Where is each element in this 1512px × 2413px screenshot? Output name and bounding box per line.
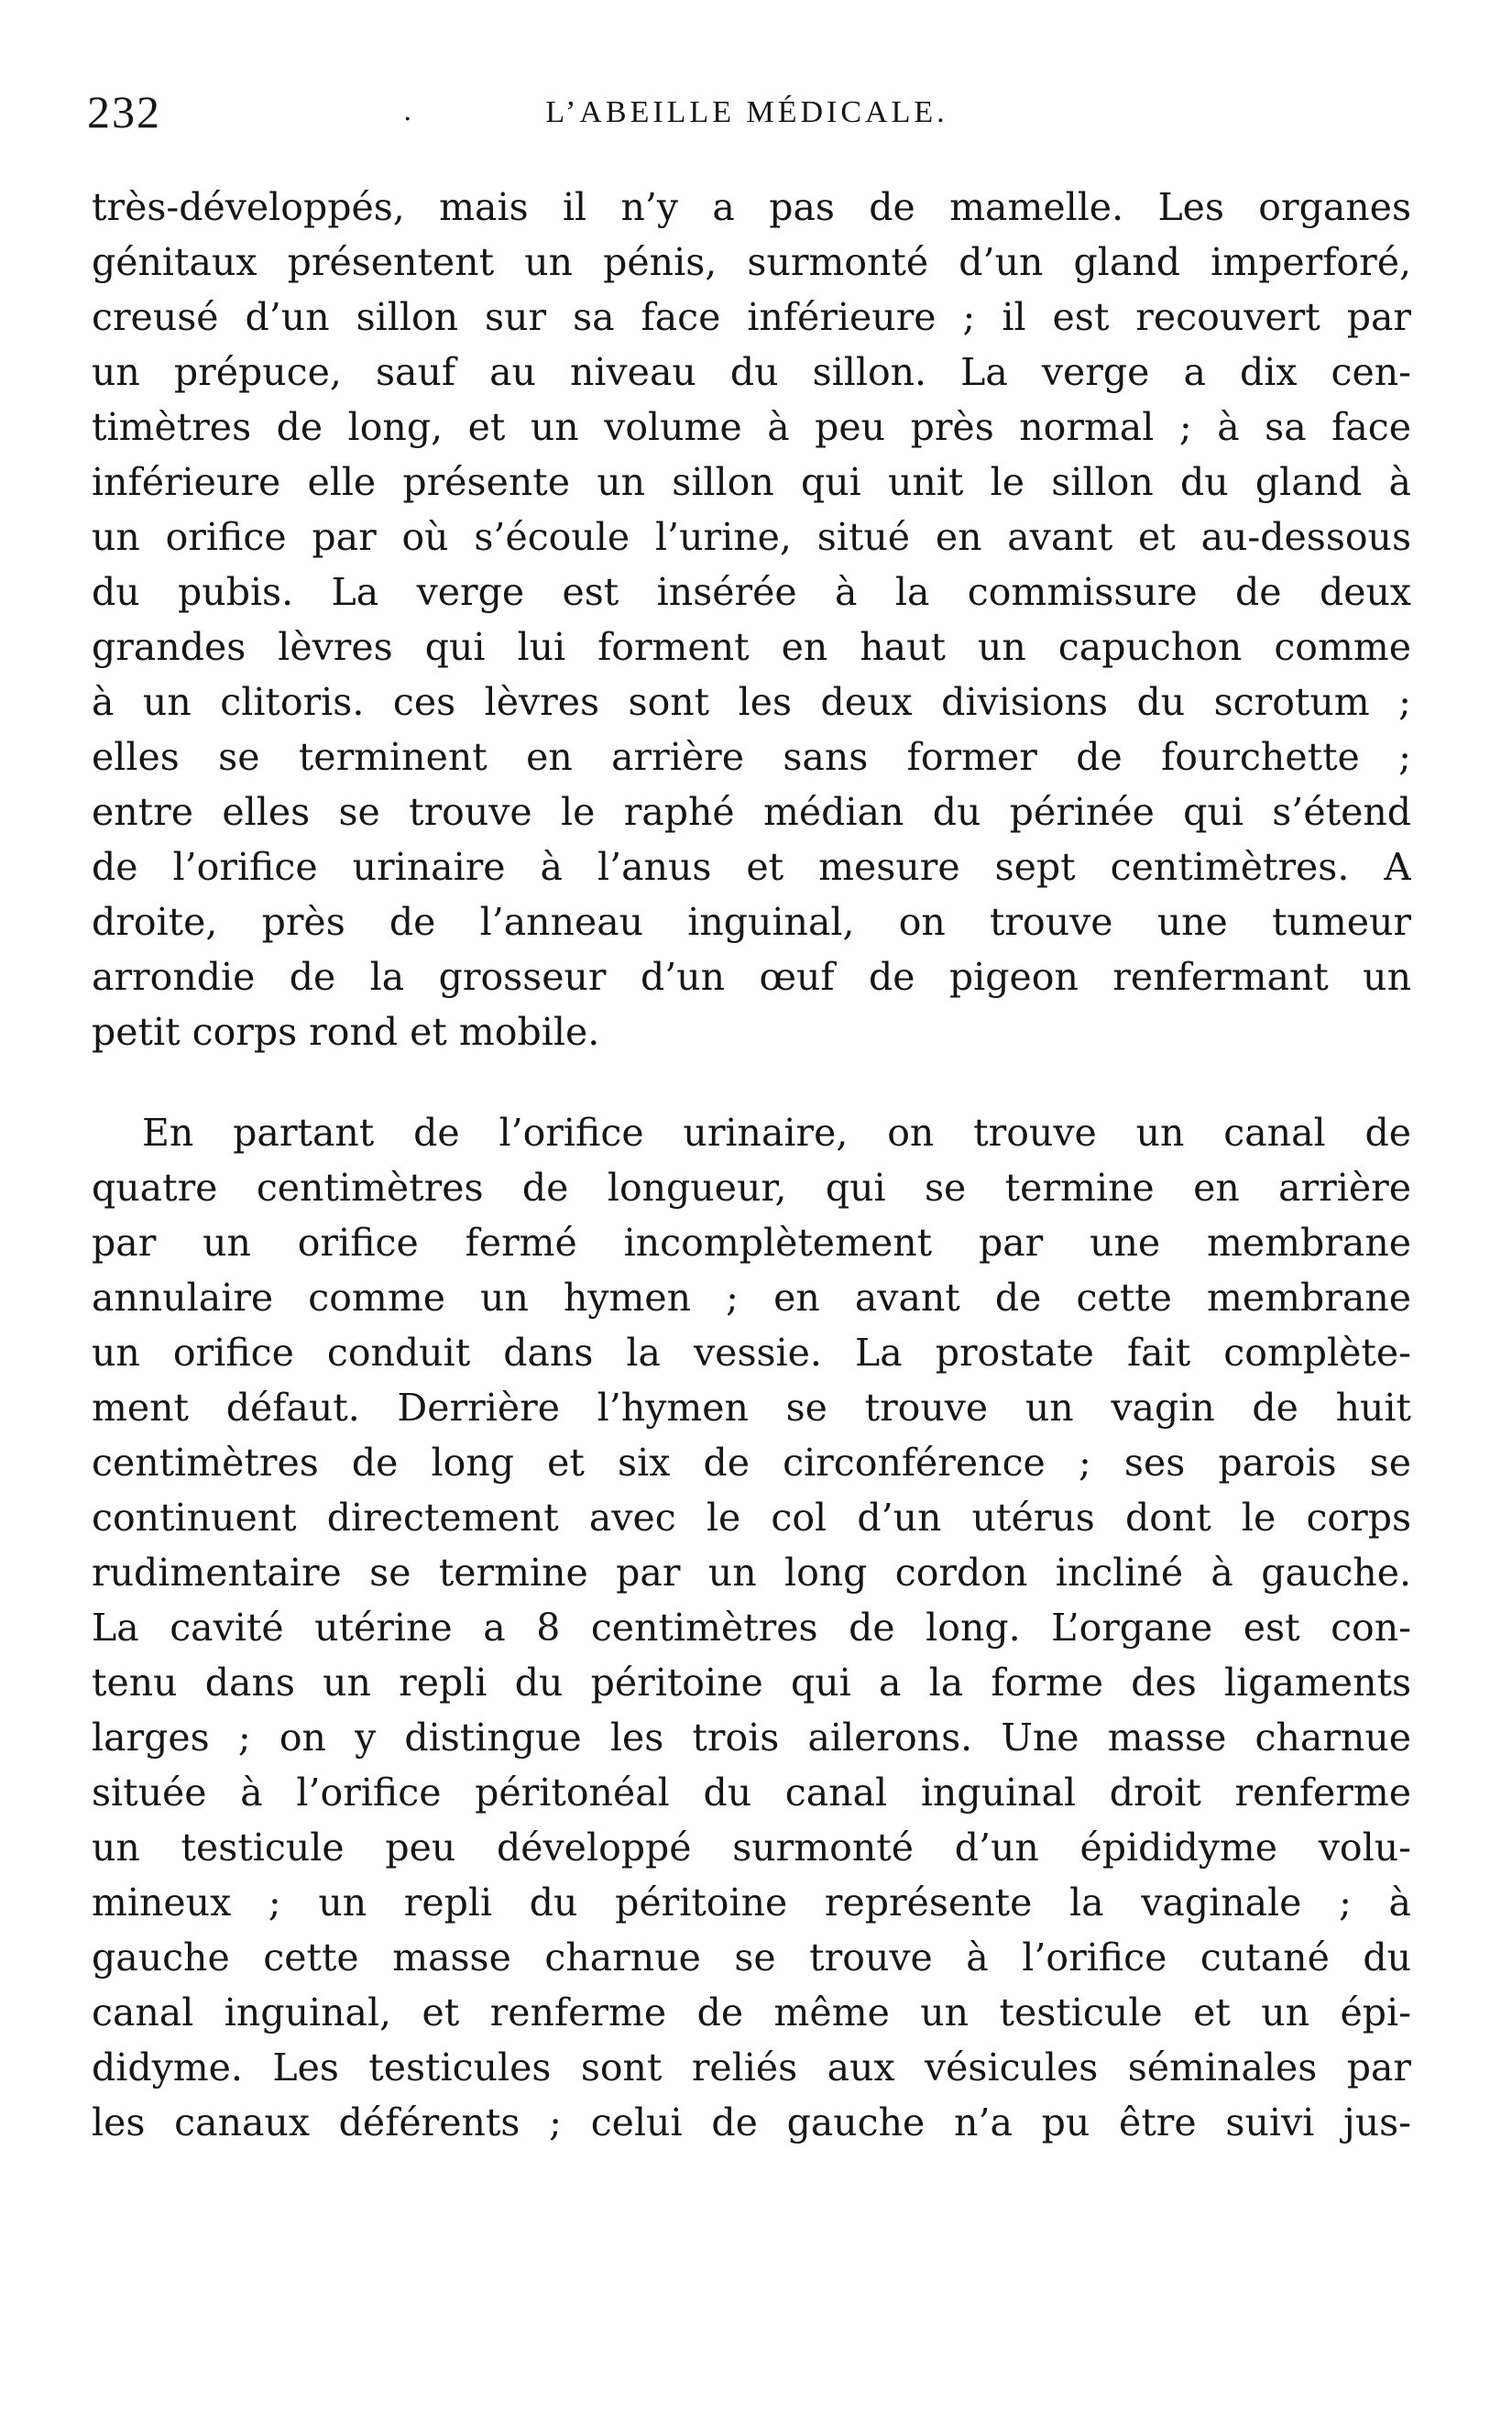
paragraph-new [92, 1105, 1411, 2150]
paragraph-continued [92, 180, 1411, 1059]
text-line: génitaux présentent un pénis, surmonté d’un gland imperforé, [92, 240, 1411, 284]
text-line: En partant de l’orifice urinaire, on trouve un canal de [142, 1111, 1411, 1155]
text-line: mineux ; un repli du péritoine représente la vaginale ; à [92, 1881, 1411, 1925]
text-line: elles se terminent en arrière sans former de fourchette ; [92, 735, 1411, 779]
page-header [87, 84, 1407, 139]
header-separator: . [403, 95, 412, 127]
text-line: par un orifice fermé incomplètement par une membrane [92, 1221, 1411, 1265]
text-line: centimètres de long et six de circonférence ; ses parois se [92, 1441, 1411, 1485]
text-line: gauche cette masse charnue se trouve à l’orifice cutané du [92, 1936, 1411, 1980]
running-title: L’ABEILLE MÉDICALE. [545, 95, 948, 129]
text-line: très-développés, mais il n’y a pas de mamelle. Les organes [92, 185, 1411, 229]
text-line: creusé d’un sillon sur sa face inférieure ; il est recouvert par [92, 295, 1411, 339]
text-line: à un clitoris. ces lèvres sont les deux divisions du scrotum ; [92, 680, 1411, 724]
body-text [92, 180, 1411, 2150]
text-line: les canaux déférents ; celui de gauche n’a pu être suivi jus- [92, 2100, 1411, 2144]
text-line: tenu dans un repli du péritoine qui a la forme des ligaments [92, 1661, 1411, 1705]
text-line: entre elles se trouve le raphé médian du périnée qui s’étend [92, 790, 1411, 834]
text-line: du pubis. La verge est insérée à la commissure de deux [92, 570, 1411, 614]
text-line: de l’orifice urinaire à l’anus et mesure sept centimètres. A [92, 845, 1411, 889]
text-line: arrondie de la grosseur d’un œuf de pigeon renfermant un [92, 955, 1411, 999]
text-line: droite, près de l’anneau inguinal, on trouve une tumeur [92, 900, 1411, 944]
text-line: un testicule peu développé surmonté d’un épididyme volu- [92, 1826, 1411, 1870]
text-line: continuent directement avec le col d’un utérus dont le corps [92, 1496, 1411, 1540]
text-line: un orifice conduit dans la vessie. La prostate fait complète- [92, 1331, 1411, 1375]
text-line: didyme. Les testicules sont reliés aux vésicules séminales par [92, 2046, 1411, 2089]
text-line: annulaire comme un hymen ; en avant de cette membrane [92, 1276, 1411, 1320]
text-line: quatre centimètres de longueur, qui se termine en arrière [92, 1166, 1411, 1210]
text-line: inférieure elle présente un sillon qui unit le sillon du gland à [92, 460, 1411, 504]
text-line: ment défaut. Derrière l’hymen se trouve un vagin de huit [92, 1386, 1411, 1430]
text-line: petit corps rond et mobile. [92, 1010, 600, 1054]
text-line: La cavité utérine a 8 centimètres de long. L’organe est con- [92, 1606, 1411, 1650]
text-line: un orifice par où s’écoule l’urine, situé en avant et au-dessous [92, 515, 1411, 559]
page-number: 232 [87, 86, 161, 137]
text-line: larges ; on y distingue les trois ailerons. Une masse charnue [92, 1716, 1411, 1760]
text-line: rudimentaire se termine par un long cordon incliné à gauche. [92, 1551, 1411, 1595]
text-line: située à l’orifice péritonéal du canal inguinal droit renferme [92, 1771, 1411, 1815]
text-line: un prépuce, sauf au niveau du sillon. La verge a dix cen- [92, 350, 1411, 394]
text-line: timètres de long, et un volume à peu près normal ; à sa face [92, 405, 1411, 449]
text-line: canal inguinal, et renferme de même un testicule et un épi- [92, 1991, 1411, 2035]
text-line: grandes lèvres qui lui forment en haut un capuchon comme [92, 625, 1411, 669]
